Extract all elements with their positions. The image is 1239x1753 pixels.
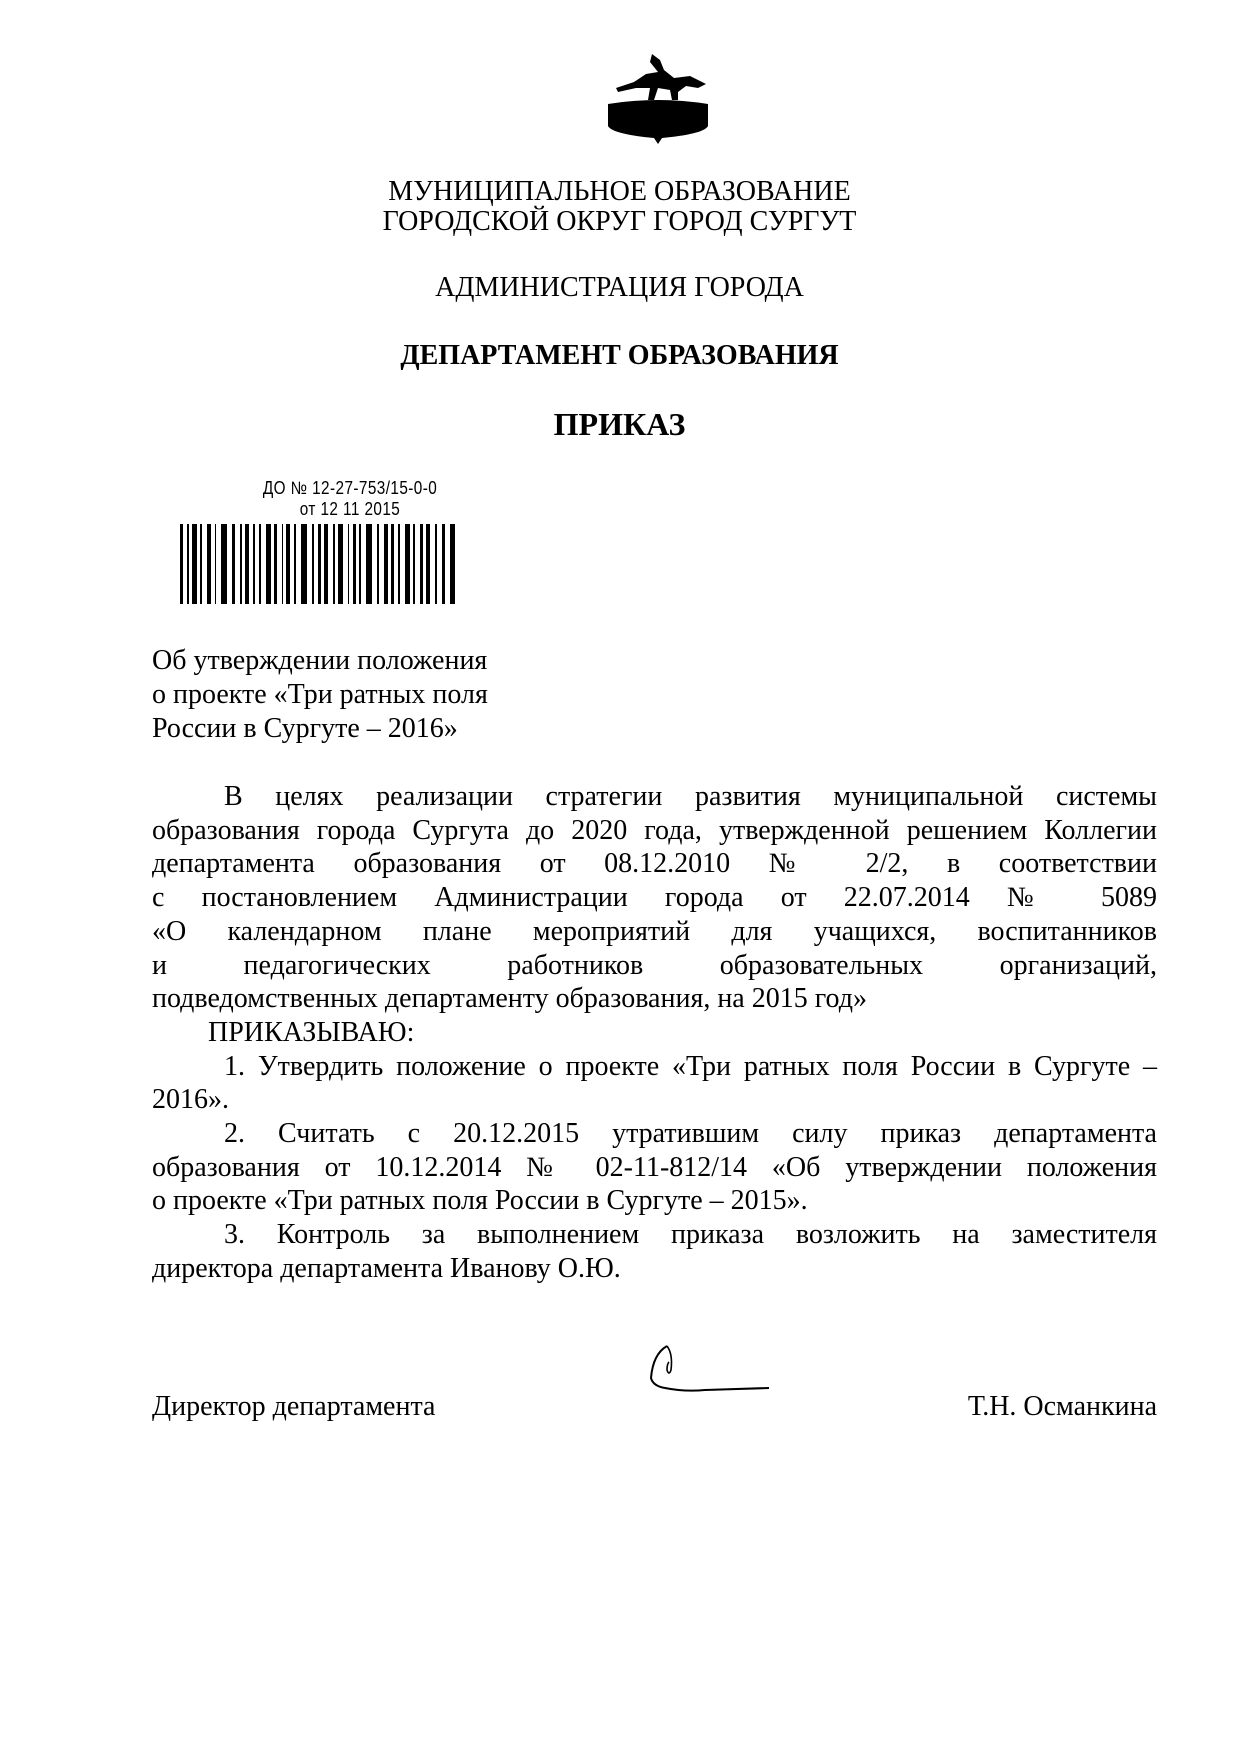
registration-date: от 12 11 2015	[299, 499, 401, 519]
header-department: ДЕПАРТАМЕНТ ОБРАЗОВАНИЯ	[400, 340, 839, 371]
registration-number: ДО № 12-27-753/15-0-0	[262, 478, 438, 498]
barcode	[180, 524, 500, 604]
header-city-district: ГОРОДСКОЙ ОКРУГ ГОРОД СУРГУТ	[382, 206, 857, 237]
order-item-2: образования от 10.12.2014 № 02-11-812/14 «Об утверждении положения	[152, 1151, 1157, 1183]
preamble-line: «О календарном плане мероприятий для учащихся, воспитанников	[152, 915, 1157, 947]
order-word: ПРИКАЗЫВАЮ:	[208, 1016, 415, 1048]
order-item-3: 3. Контроль за выполнением приказа возложить на заместителя	[224, 1219, 1157, 1251]
preamble-line: и педагогических работников образовательных организаций,	[152, 949, 1157, 981]
order-item-2: 2. Считать с 20.12.2015 утратившим силу приказ департамента	[224, 1118, 1157, 1150]
subject-line: России в Сургуте – 2016»	[152, 713, 458, 744]
header-municipality: МУНИЦИПАЛЬНОЕ ОБРАЗОВАНИЕ	[388, 176, 851, 207]
order-item-1: 1. Утвердить положение о проекте «Три ратных поля России в Сургуте –	[224, 1050, 1157, 1082]
document-type-title: ПРИКАЗ	[553, 406, 686, 442]
subject-line: о проекте «Три ратных поля	[152, 679, 488, 710]
preamble-line: образования города Сургута до 2020 года, утвержденной решением Коллегии	[152, 814, 1157, 846]
order-item-3: директора департамента Иванову О.Ю.	[152, 1252, 621, 1284]
order-item-1: 2016».	[152, 1084, 229, 1116]
subject-line: Об утверждении положения	[152, 645, 488, 676]
preamble-line: департамента образования от 08.12.2010 № 2/2, в соответствии	[152, 848, 1157, 880]
preamble-line: В целях реализации стратегии развития муниципальной системы	[224, 781, 1157, 812]
order-body	[152, 780, 1157, 1286]
preamble-line: подведомственных департаменту образования, на 2015 год»	[152, 983, 867, 1015]
signatory-name: Т.Н. Османкина	[967, 1391, 1157, 1422]
order-item-2: о проекте «Три ратных поля России в Сургуте – 2015».	[152, 1185, 808, 1217]
signature-block	[152, 1390, 1157, 1424]
coat-of-arms-logo	[606, 52, 710, 144]
signatory-position: Директор департамента	[152, 1391, 436, 1422]
preamble-line: с постановлением Администрации города от 22.07.2014 № 5089	[152, 882, 1157, 914]
header-administration: АДМИНИСТРАЦИЯ ГОРОДА	[435, 272, 804, 303]
